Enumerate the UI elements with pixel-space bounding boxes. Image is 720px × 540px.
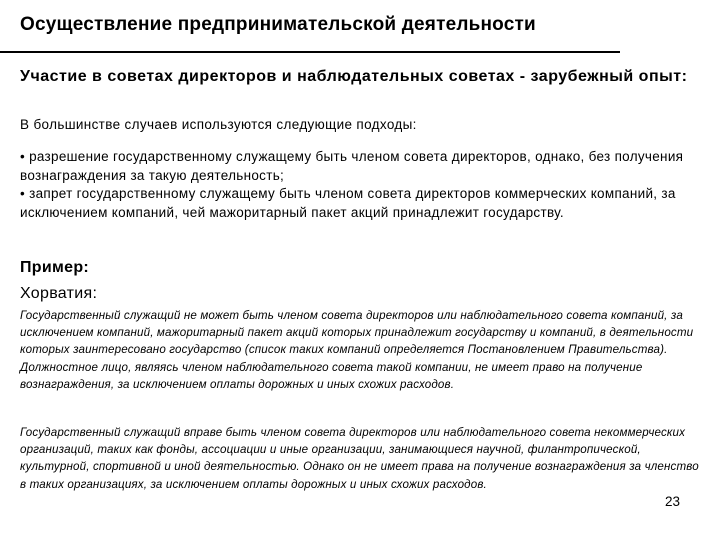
section-heading-topic: Участие в советах директоров и наблюдательных советах	[20, 68, 515, 85]
page-number: 23	[664, 494, 680, 509]
title-divider	[0, 51, 620, 53]
intro-text: В большинстве случаев используются следующие подходы:	[20, 117, 417, 132]
example-paragraph-2: Государственный служащий вправе быть членом совета директоров или наблюдательного совета некоммерческих организаций, таких как фонды, ассоциации и иные организации, занимающиеся научной, филантропической, культурной, спортивной и иной деятельностью. Однако он не имеет права на получение вознаграждения за членство в таких организациях, за исключением оплаты дорожных и иных схожих расходов.	[20, 426, 699, 491]
section-heading	[20, 67, 700, 87]
slide-title: Осуществление предпринимательской деятельности	[20, 14, 536, 35]
approaches-list	[20, 148, 700, 222]
section-heading-suffix: - зарубежный опыт:	[514, 68, 688, 85]
example-label: Пример:	[20, 259, 90, 276]
example-paragraph-1: Государственный служащий не может быть членом совета директоров или наблюдательного совета компаний, за исключением компаний, мажоритарный пакет акций которых принадлежит государству и компаний, в деятельности которых заинтересовано государство (список таких компаний определяется Постановлением Правительства). Должностное лицо, являясь членом наблюдательного совета такой компании, не имеет право на получение вознаграждения, за исключением оплаты дорожных и иных схожих расходов.	[20, 309, 694, 391]
approach-item: • запрет государственному служащему быть членом совета директоров коммерческих компаний, за исключением компаний, чей мажоритарный пакет акций принадлежит государству.	[20, 186, 676, 220]
approach-item: • разрешение государственному служащему быть членом совета директоров, однако, без получения вознаграждения за такую деятельность;	[20, 149, 684, 183]
country-label: Хорватия:	[20, 285, 98, 302]
